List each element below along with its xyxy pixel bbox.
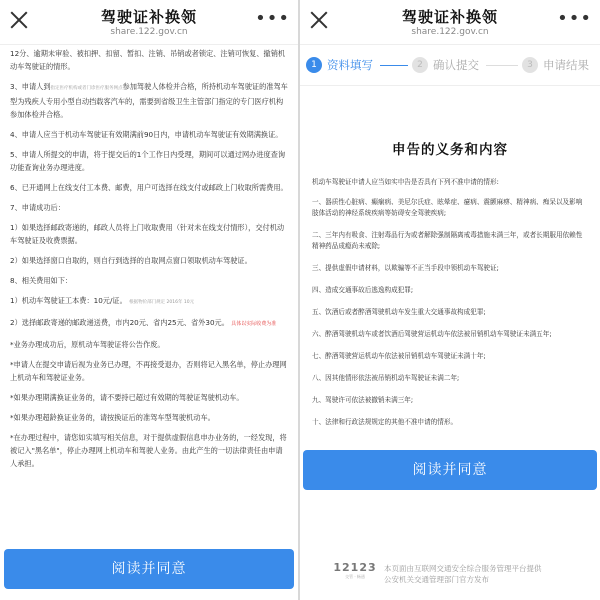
- page-subtitle: share.122.gov.cn: [110, 27, 188, 37]
- notice-paragraph: 2）如果选择窗口自取的，则自行到选择的自取网点窗口领取机动车驾驶证。: [10, 256, 252, 265]
- notice-paragraph: 3、申请人到指定医疗机构或者门诊医疗服务网点参加驾驶人体检并合格，所持机动车驾驶证的准驾车型为残疾人专用小型自动挡载客汽车的，需要到省级卫生主管部门指定的专门医疗机构参加体检并合格。: [10, 82, 288, 119]
- step-label: 确认提交: [433, 58, 479, 72]
- notice-paragraph: *如果办理期满换证业务的，请不要持已超过有效期的驾驶证驾驶机动车。: [10, 393, 244, 402]
- list-item: 五、饮酒后或者醉酒驾驶机动车发生重大交通事故构成犯罪;: [312, 308, 486, 316]
- footer-line: 公安机关交通管理部门官方发布: [384, 575, 489, 584]
- notice-paragraph: *申请人在提交申请后视为业务已办理，不再接受退办，否则将记入黑名单，停止办理网上机动车和驾驶证业务。: [10, 360, 287, 382]
- step-label: 申请结果: [543, 58, 589, 72]
- red-note: 具体以实际收费为准: [231, 321, 277, 327]
- notice-paragraph: 6、已开通网上在线支付工本费、邮费，用户可选择在线支付或邮政上门收取所需费用。: [10, 183, 288, 192]
- more-icon[interactable]: •••: [255, 8, 290, 29]
- step-result: [522, 55, 589, 75]
- more-icon[interactable]: •••: [557, 8, 592, 29]
- notice-paragraph: [10, 316, 288, 331]
- fee-tiny: 根据物价部门规定 2016年 10元: [129, 300, 195, 305]
- app-logo: [330, 561, 380, 580]
- page-subtitle: share.122.gov.cn: [411, 27, 489, 37]
- notice-paragraph: 1）如果选择邮政寄递的，邮政人员将上门收取费用（针对未在线支付情形），交付机动车驾驶证及收费票据。: [10, 223, 285, 245]
- list-item: 九、驾驶许可依法被撤销未满三年;: [312, 396, 414, 404]
- declaration-intro: 机动车驾驶证申请人应当如实申告是否具有下列不准申请的情形:: [312, 178, 499, 186]
- list-item: 二、三年内有吸食、注射毒品行为或者解除强制隔离戒毒措施未满三年，或者长期服用依赖性精神药品成瘾尚未戒除;: [312, 231, 583, 250]
- step-confirm-submit: [412, 55, 479, 75]
- notice-paragraph: 5、申请人所提交的申请，将于提交后的1个工作日内受理，期间可以通过网办进度查询功能查询业务办理进度。: [10, 150, 286, 172]
- list-item: 一、器质性心脏病、癫痫病、美尼尔氏症、眩晕症、癔病、震颤麻痹、精神病、痴呆以及影响肢体活动的神经系统疾病等妨碍安全驾驶疾病;: [312, 198, 583, 217]
- logo-subtitle: 交管 · 畅通: [345, 574, 365, 579]
- agree-button[interactable]: 阅读并同意: [4, 549, 294, 589]
- page-title: 驾驶证补换领: [100, 8, 197, 26]
- declaration-list: [300, 197, 600, 428]
- list-item: 三、提供虚假申请材料，以欺骗等不正当手段申领机动车驾驶证;: [312, 264, 499, 272]
- list-item: 七、醉酒驾驶营运机动车依法被吊销机动车驾驶证未满十年;: [312, 352, 486, 360]
- step-label: 资料填写: [327, 58, 373, 72]
- step-connector: [486, 65, 518, 66]
- notice-paragraph: 12分、逾期未审验、被扣押、扣留、暂扣、注销、吊销或者锁定、注销可恢复、撤销机动车驾驶证的情形。: [10, 49, 286, 71]
- step-number: 3: [522, 57, 538, 73]
- notice-paragraph: *如果办理超龄换证业务的，请按换证后的准驾车型驾驶机动车。: [10, 413, 215, 422]
- declaration-title: 申告的义务和内容: [392, 142, 508, 158]
- right-screen: [300, 0, 600, 600]
- tiny-note: 指定医疗机构或者门诊医疗服务网点: [50, 86, 123, 91]
- header-bar: [0, 0, 298, 45]
- notice-paragraph: 4、申请人应当于机动车驾驶证有效期满前90日内，申请机动车驾驶证有效期满换证。: [10, 130, 283, 139]
- progress-steps: [300, 45, 600, 86]
- notice-paragraph: [10, 294, 288, 309]
- step-number: 1: [306, 57, 322, 73]
- footer-line: 本页面由互联网交通安全综合服务管理平台提供: [384, 564, 542, 573]
- step-number: 2: [412, 57, 428, 73]
- notice-text: [0, 45, 298, 470]
- list-item: 八、因其他情形依法被吊销机动车驾驶证未满二年;: [312, 374, 460, 382]
- notice-paragraph: *在办理过程中，请您如实填写相关信息，对于提供虚假信息申办业务的，一经发现，将被记入"黑名单"，停止办理网上机动车和驾驶人业务。由此产生的一切法律责任由申请人承担。: [10, 433, 287, 468]
- step-connector: [380, 65, 408, 66]
- fee-line: 1）机动车驾驶证工本费：10元/证。: [10, 296, 127, 305]
- step-fill-info: [306, 55, 373, 75]
- footer-text: [384, 563, 542, 585]
- header-bar: [300, 0, 600, 45]
- list-item: 四、造成交通事故后逃逸构成犯罪;: [312, 286, 414, 294]
- notice-paragraph: 8、相关费用如下：: [10, 276, 73, 285]
- notice-paragraph: *业务办理成功后，原机动车驾驶证将公告作废。: [10, 340, 165, 349]
- page-title: 驾驶证补换领: [401, 8, 498, 26]
- notice-paragraph: 7、申请成功后：: [10, 203, 65, 212]
- list-item: 六、醉酒驾驶机动车或者饮酒后驾驶营运机动车依法被吊销机动车驾驶证未满五年;: [312, 330, 552, 338]
- footer: [330, 561, 590, 591]
- agree-button[interactable]: 阅读并同意: [303, 450, 597, 490]
- postage-line: 2）选择邮政寄递的邮政递送费，市内20元、省内25元、省外30元。: [10, 318, 229, 327]
- logo-number: 12123: [333, 561, 377, 574]
- list-item: 十、法律和行政法规规定的其他不准申请的情形。: [312, 418, 458, 426]
